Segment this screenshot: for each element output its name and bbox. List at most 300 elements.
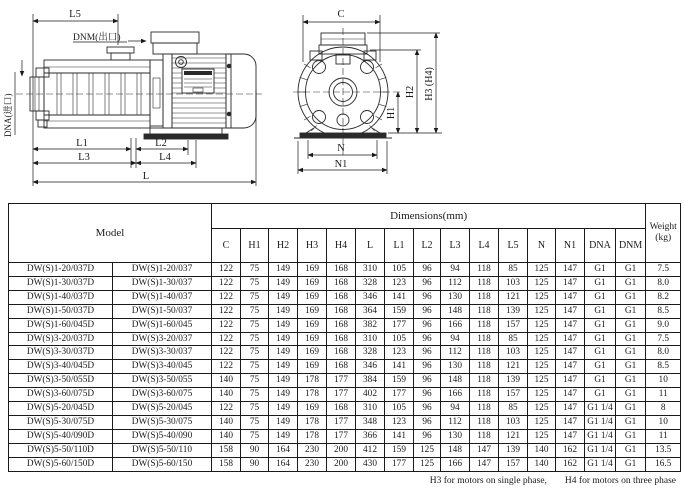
weight-cell: 9.0 — [646, 318, 681, 332]
value-cell: 169 — [298, 318, 327, 332]
model-cell: DW(S)5-60/150D — [9, 457, 113, 471]
column-header: L5 — [499, 229, 528, 263]
model-cell: DW(S)1-60/045D — [9, 318, 113, 332]
weight-cell: 13.5 — [646, 443, 681, 457]
weight-cell: 7.5 — [646, 263, 681, 277]
value-cell: 96 — [414, 388, 441, 402]
value-cell: 125 — [528, 346, 556, 360]
value-cell: 149 — [269, 415, 298, 429]
weight-cell: 11 — [646, 429, 681, 443]
value-cell: 75 — [241, 304, 269, 318]
value-cell: 147 — [556, 374, 585, 388]
value-cell: G1 1/4 — [585, 402, 616, 416]
table-row — [9, 318, 681, 332]
value-cell: 230 — [298, 457, 327, 471]
value-cell: 178 — [298, 374, 327, 388]
value-cell: 178 — [298, 415, 327, 429]
value-cell: 122 — [212, 332, 241, 346]
model-cell: DW(S)3-20/037D — [9, 332, 113, 346]
table-row — [9, 360, 681, 374]
model-cell: DW(S)3-50/055D — [9, 374, 113, 388]
table-row — [9, 346, 681, 360]
table-row — [9, 429, 681, 443]
value-cell: 147 — [556, 346, 585, 360]
column-header: L3 — [441, 229, 470, 263]
value-cell: 122 — [212, 276, 241, 290]
value-cell: 164 — [269, 443, 298, 457]
value-cell: 85 — [499, 402, 528, 416]
value-cell: 125 — [528, 276, 556, 290]
value-cell: 168 — [327, 360, 356, 374]
value-cell: 118 — [470, 388, 499, 402]
value-cell: 140 — [212, 429, 241, 443]
table-row — [9, 276, 681, 290]
value-cell: 157 — [499, 318, 528, 332]
value-cell: 125 — [528, 374, 556, 388]
value-cell: 75 — [241, 429, 269, 443]
value-cell: 178 — [298, 429, 327, 443]
value-cell: 148 — [441, 374, 470, 388]
value-cell: G1 — [616, 415, 646, 429]
value-cell: 141 — [385, 360, 414, 374]
value-cell: 147 — [556, 360, 585, 374]
weight-cell: 8.2 — [646, 290, 681, 304]
value-cell: 123 — [385, 276, 414, 290]
value-cell: 139 — [499, 304, 528, 318]
value-cell: 140 — [528, 443, 556, 457]
value-cell: 177 — [385, 457, 414, 471]
value-cell: 149 — [269, 374, 298, 388]
value-cell: 169 — [298, 346, 327, 360]
value-cell: 112 — [441, 276, 470, 290]
value-cell: 140 — [212, 388, 241, 402]
weight-cell: 8.0 — [646, 346, 681, 360]
value-cell: 177 — [327, 388, 356, 402]
weight-cell: 10 — [646, 374, 681, 388]
value-cell: 147 — [556, 290, 585, 304]
column-header: L — [356, 229, 385, 263]
value-cell: 328 — [356, 276, 385, 290]
value-cell: 96 — [414, 429, 441, 443]
value-cell: 85 — [499, 332, 528, 346]
value-cell: 177 — [327, 429, 356, 443]
value-cell: 96 — [414, 290, 441, 304]
dim-label-h1: H1 — [386, 106, 397, 120]
value-cell: 121 — [499, 290, 528, 304]
value-cell: 130 — [441, 290, 470, 304]
value-cell: 96 — [414, 318, 441, 332]
table-row — [9, 443, 681, 457]
column-header: L2 — [414, 229, 441, 263]
column-header: N — [528, 229, 556, 263]
value-cell: G1 — [585, 360, 616, 374]
model-single-phase-cell: DW(S)1-30/037 — [113, 276, 212, 290]
value-cell: 125 — [528, 290, 556, 304]
model-cell: DW(S)1-20/037D — [9, 263, 113, 277]
value-cell: 94 — [441, 402, 470, 416]
value-cell: 121 — [499, 429, 528, 443]
value-cell: G1 1/4 — [585, 429, 616, 443]
value-cell: 168 — [327, 263, 356, 277]
value-cell: 122 — [212, 360, 241, 374]
value-cell: 159 — [385, 304, 414, 318]
value-cell: 148 — [441, 443, 470, 457]
value-cell: 96 — [414, 276, 441, 290]
value-cell: 177 — [327, 374, 356, 388]
value-cell: G1 — [616, 276, 646, 290]
value-cell: 177 — [385, 388, 414, 402]
value-cell: G1 — [616, 304, 646, 318]
column-header: H3 — [298, 229, 327, 263]
value-cell: 130 — [441, 360, 470, 374]
value-cell: 200 — [327, 443, 356, 457]
value-cell: 118 — [470, 360, 499, 374]
value-cell: G1 — [585, 263, 616, 277]
value-cell: 348 — [356, 415, 385, 429]
value-cell: 75 — [241, 415, 269, 429]
value-cell: 149 — [269, 429, 298, 443]
value-cell: G1 — [616, 346, 646, 360]
value-cell: G1 — [616, 263, 646, 277]
value-cell: 125 — [414, 457, 441, 471]
table-body — [9, 263, 681, 472]
value-cell: G1 — [616, 388, 646, 402]
value-cell: 122 — [212, 263, 241, 277]
value-cell: 96 — [414, 346, 441, 360]
value-cell: 166 — [441, 457, 470, 471]
model-cell: DW(S)1-30/037D — [9, 276, 113, 290]
value-cell: 118 — [470, 402, 499, 416]
value-cell: 147 — [556, 402, 585, 416]
model-single-phase-cell: DW(S)3-60/075 — [113, 388, 212, 402]
weight-cell: 8.5 — [646, 360, 681, 374]
model-single-phase-cell: DW(S)3-20/037 — [113, 332, 212, 346]
value-cell: 112 — [441, 415, 470, 429]
value-cell: 90 — [241, 443, 269, 457]
value-cell: 141 — [385, 290, 414, 304]
dimensions-header: Dimensions(mm) — [212, 204, 646, 229]
value-cell: 310 — [356, 263, 385, 277]
dimensions-table — [8, 203, 681, 472]
value-cell: 310 — [356, 402, 385, 416]
value-cell: 177 — [385, 318, 414, 332]
value-cell: G1 — [616, 360, 646, 374]
value-cell: 328 — [356, 346, 385, 360]
value-cell: G1 — [616, 318, 646, 332]
footnote — [430, 476, 676, 486]
value-cell: 147 — [556, 388, 585, 402]
weight-cell: 8.5 — [646, 304, 681, 318]
table-row — [9, 402, 681, 416]
value-cell: 157 — [499, 457, 528, 471]
value-cell: 177 — [327, 415, 356, 429]
value-cell: 149 — [269, 402, 298, 416]
value-cell: 147 — [470, 457, 499, 471]
value-cell: G1 — [585, 304, 616, 318]
value-cell: 169 — [298, 290, 327, 304]
model-single-phase-cell: DW(S)5-20/045 — [113, 402, 212, 416]
value-cell: 118 — [470, 332, 499, 346]
value-cell: 118 — [470, 290, 499, 304]
value-cell: 96 — [414, 415, 441, 429]
model-single-phase-cell: DW(S)1-20/037 — [113, 263, 212, 277]
model-cell: DW(S)5-40/090D — [9, 429, 113, 443]
value-cell: 162 — [556, 457, 585, 471]
pump-side-view — [16, 32, 262, 139]
value-cell: 75 — [241, 318, 269, 332]
model-cell: DW(S)5-20/045D — [9, 402, 113, 416]
model-single-phase-cell: DW(S)3-30/037 — [113, 346, 212, 360]
dim-label-l: L — [142, 171, 150, 182]
value-cell: 346 — [356, 290, 385, 304]
value-cell: 169 — [298, 276, 327, 290]
value-cell: 148 — [441, 304, 470, 318]
value-cell: 118 — [470, 304, 499, 318]
value-cell: 123 — [385, 415, 414, 429]
value-cell: 159 — [385, 443, 414, 457]
value-cell: 147 — [556, 276, 585, 290]
column-header: L4 — [470, 229, 499, 263]
weight-header — [646, 204, 681, 263]
value-cell: 169 — [298, 332, 327, 346]
value-cell: 118 — [470, 415, 499, 429]
value-cell: G1 — [585, 290, 616, 304]
value-cell: 364 — [356, 304, 385, 318]
value-cell: 96 — [414, 332, 441, 346]
value-cell: 122 — [212, 346, 241, 360]
dim-label-l3: L3 — [78, 152, 90, 163]
value-cell: G1 — [616, 402, 646, 416]
value-cell: 118 — [470, 346, 499, 360]
weight-cell: 8.0 — [646, 276, 681, 290]
model-single-phase-cell: DW(S)5-40/090 — [113, 429, 212, 443]
table-row — [9, 304, 681, 318]
value-cell: 168 — [327, 346, 356, 360]
value-cell: 121 — [499, 360, 528, 374]
value-cell: 402 — [356, 388, 385, 402]
value-cell: 118 — [470, 276, 499, 290]
table-row — [9, 388, 681, 402]
column-header: DNA — [585, 229, 616, 263]
value-cell: 140 — [212, 374, 241, 388]
value-cell: 94 — [441, 263, 470, 277]
column-header: L1 — [385, 229, 414, 263]
value-cell: 169 — [298, 304, 327, 318]
value-cell: 139 — [499, 443, 528, 457]
value-cell: 147 — [556, 415, 585, 429]
value-cell: 122 — [212, 304, 241, 318]
value-cell: 94 — [441, 332, 470, 346]
model-single-phase-cell: DW(S)1-50/037 — [113, 304, 212, 318]
value-cell: 169 — [298, 402, 327, 416]
dim-label-dna: DNA(进口) — [3, 93, 13, 137]
value-cell: 105 — [385, 332, 414, 346]
column-header: N1 — [556, 229, 585, 263]
value-cell: 166 — [441, 318, 470, 332]
model-cell: DW(S)5-50/110D — [9, 443, 113, 457]
pump-end-view — [293, 28, 402, 158]
value-cell: 310 — [356, 332, 385, 346]
value-cell: 140 — [212, 415, 241, 429]
table-row — [9, 374, 681, 388]
weight-cell: 7.5 — [646, 332, 681, 346]
value-cell: G1 1/4 — [585, 443, 616, 457]
dim-label-l4: L4 — [159, 152, 171, 163]
value-cell: 122 — [212, 290, 241, 304]
value-cell: 130 — [441, 429, 470, 443]
value-cell: 112 — [441, 346, 470, 360]
value-cell: 149 — [269, 304, 298, 318]
footnote-h3: H3 for motors on single phase, — [429, 476, 547, 486]
value-cell: G1 1/4 — [585, 457, 616, 471]
value-cell: 75 — [241, 332, 269, 346]
value-cell: 178 — [298, 388, 327, 402]
value-cell: 162 — [556, 443, 585, 457]
pump-dimension-drawings — [0, 0, 684, 200]
value-cell: 122 — [212, 318, 241, 332]
value-cell: 149 — [269, 263, 298, 277]
value-cell: 169 — [298, 263, 327, 277]
value-cell: G1 — [616, 332, 646, 346]
weight-cell: 16.5 — [646, 457, 681, 471]
value-cell: 96 — [414, 402, 441, 416]
motor-nameplate — [182, 69, 214, 93]
value-cell: 125 — [528, 402, 556, 416]
value-cell: 412 — [356, 443, 385, 457]
value-cell: G1 — [616, 374, 646, 388]
table-row — [9, 332, 681, 346]
weight-cell: 11 — [646, 388, 681, 402]
value-cell: G1 1/4 — [585, 415, 616, 429]
model-cell: DW(S)3-30/037D — [9, 346, 113, 360]
model-cell: DW(S)3-60/075D — [9, 388, 113, 402]
value-cell: 147 — [556, 429, 585, 443]
model-single-phase-cell: DW(S)5-50/110 — [113, 443, 212, 457]
weight-cell: 8 — [646, 402, 681, 416]
value-cell: 75 — [241, 360, 269, 374]
table-row — [9, 290, 681, 304]
value-cell: 149 — [269, 388, 298, 402]
value-cell: 125 — [528, 304, 556, 318]
weight-cell: 10 — [646, 415, 681, 429]
value-cell: 103 — [499, 346, 528, 360]
value-cell: G1 — [616, 290, 646, 304]
value-cell: 168 — [327, 290, 356, 304]
value-cell: 125 — [528, 318, 556, 332]
value-cell: 96 — [414, 360, 441, 374]
value-cell: 96 — [414, 263, 441, 277]
value-cell: 105 — [385, 263, 414, 277]
model-single-phase-cell: DW(S)1-40/037 — [113, 290, 212, 304]
model-single-phase-cell: DW(S)3-50/055 — [113, 374, 212, 388]
value-cell: 125 — [528, 263, 556, 277]
model-single-phase-cell: DW(S)3-40/045 — [113, 360, 212, 374]
value-cell: 366 — [356, 429, 385, 443]
column-header: H4 — [327, 229, 356, 263]
column-header: H2 — [269, 229, 298, 263]
value-cell: 149 — [269, 276, 298, 290]
model-cell: DW(S)5-30/075D — [9, 415, 113, 429]
model-single-phase-cell: DW(S)5-30/075 — [113, 415, 212, 429]
value-cell: 75 — [241, 374, 269, 388]
value-cell: 164 — [269, 457, 298, 471]
value-cell: 147 — [556, 304, 585, 318]
weight-header-label: Weight — [649, 222, 677, 232]
value-cell: 118 — [470, 429, 499, 443]
value-cell: 141 — [385, 429, 414, 443]
value-cell: 166 — [441, 388, 470, 402]
value-cell: 103 — [499, 415, 528, 429]
dim-label-h3: H3 (H4) — [424, 67, 435, 101]
value-cell: 149 — [269, 360, 298, 374]
value-cell: G1 — [616, 457, 646, 471]
weight-header-unit: (kg) — [655, 233, 672, 243]
value-cell: 168 — [327, 332, 356, 346]
dim-label-l1: L1 — [76, 138, 88, 149]
value-cell: 149 — [269, 318, 298, 332]
value-cell: 169 — [298, 360, 327, 374]
value-cell: 149 — [269, 346, 298, 360]
value-cell: 346 — [356, 360, 385, 374]
value-cell: 158 — [212, 443, 241, 457]
value-cell: 147 — [470, 443, 499, 457]
value-cell: 118 — [470, 263, 499, 277]
column-header: DNM — [616, 229, 646, 263]
value-cell: 75 — [241, 388, 269, 402]
value-cell: G1 — [585, 374, 616, 388]
value-cell: 168 — [327, 402, 356, 416]
column-header: C — [212, 229, 241, 263]
value-cell: 96 — [414, 374, 441, 388]
value-cell: 118 — [470, 318, 499, 332]
dim-label-c: C — [337, 9, 345, 20]
value-cell: 75 — [241, 346, 269, 360]
model-cell: DW(S)1-50/037D — [9, 304, 113, 318]
dim-label-n: N — [337, 143, 345, 154]
value-cell: 140 — [528, 457, 556, 471]
model-single-phase-cell: DW(S)5-60/150 — [113, 457, 212, 471]
value-cell: 149 — [269, 332, 298, 346]
footnote-h4: H4 for motors on three phase — [564, 476, 676, 486]
value-cell: G1 — [616, 429, 646, 443]
value-cell: 125 — [528, 388, 556, 402]
value-cell: 75 — [241, 263, 269, 277]
column-header: H1 — [241, 229, 269, 263]
value-cell: 96 — [414, 304, 441, 318]
table-row — [9, 457, 681, 471]
value-cell: 125 — [528, 332, 556, 346]
value-cell: 123 — [385, 346, 414, 360]
value-cell: 105 — [385, 402, 414, 416]
value-cell: 149 — [269, 290, 298, 304]
value-cell: 230 — [298, 443, 327, 457]
value-cell: 103 — [499, 276, 528, 290]
value-cell: 125 — [414, 443, 441, 457]
value-cell: G1 — [585, 346, 616, 360]
value-cell: 200 — [327, 457, 356, 471]
table-row — [9, 415, 681, 429]
value-cell: G1 — [616, 443, 646, 457]
table-row — [9, 263, 681, 277]
model-cell: DW(S)3-40/045D — [9, 360, 113, 374]
value-cell: 118 — [470, 374, 499, 388]
value-cell: 384 — [356, 374, 385, 388]
value-cell: G1 — [585, 318, 616, 332]
end-view-dimensions — [298, 15, 442, 174]
value-cell: 85 — [499, 263, 528, 277]
value-cell: 430 — [356, 457, 385, 471]
value-cell: 147 — [556, 263, 585, 277]
